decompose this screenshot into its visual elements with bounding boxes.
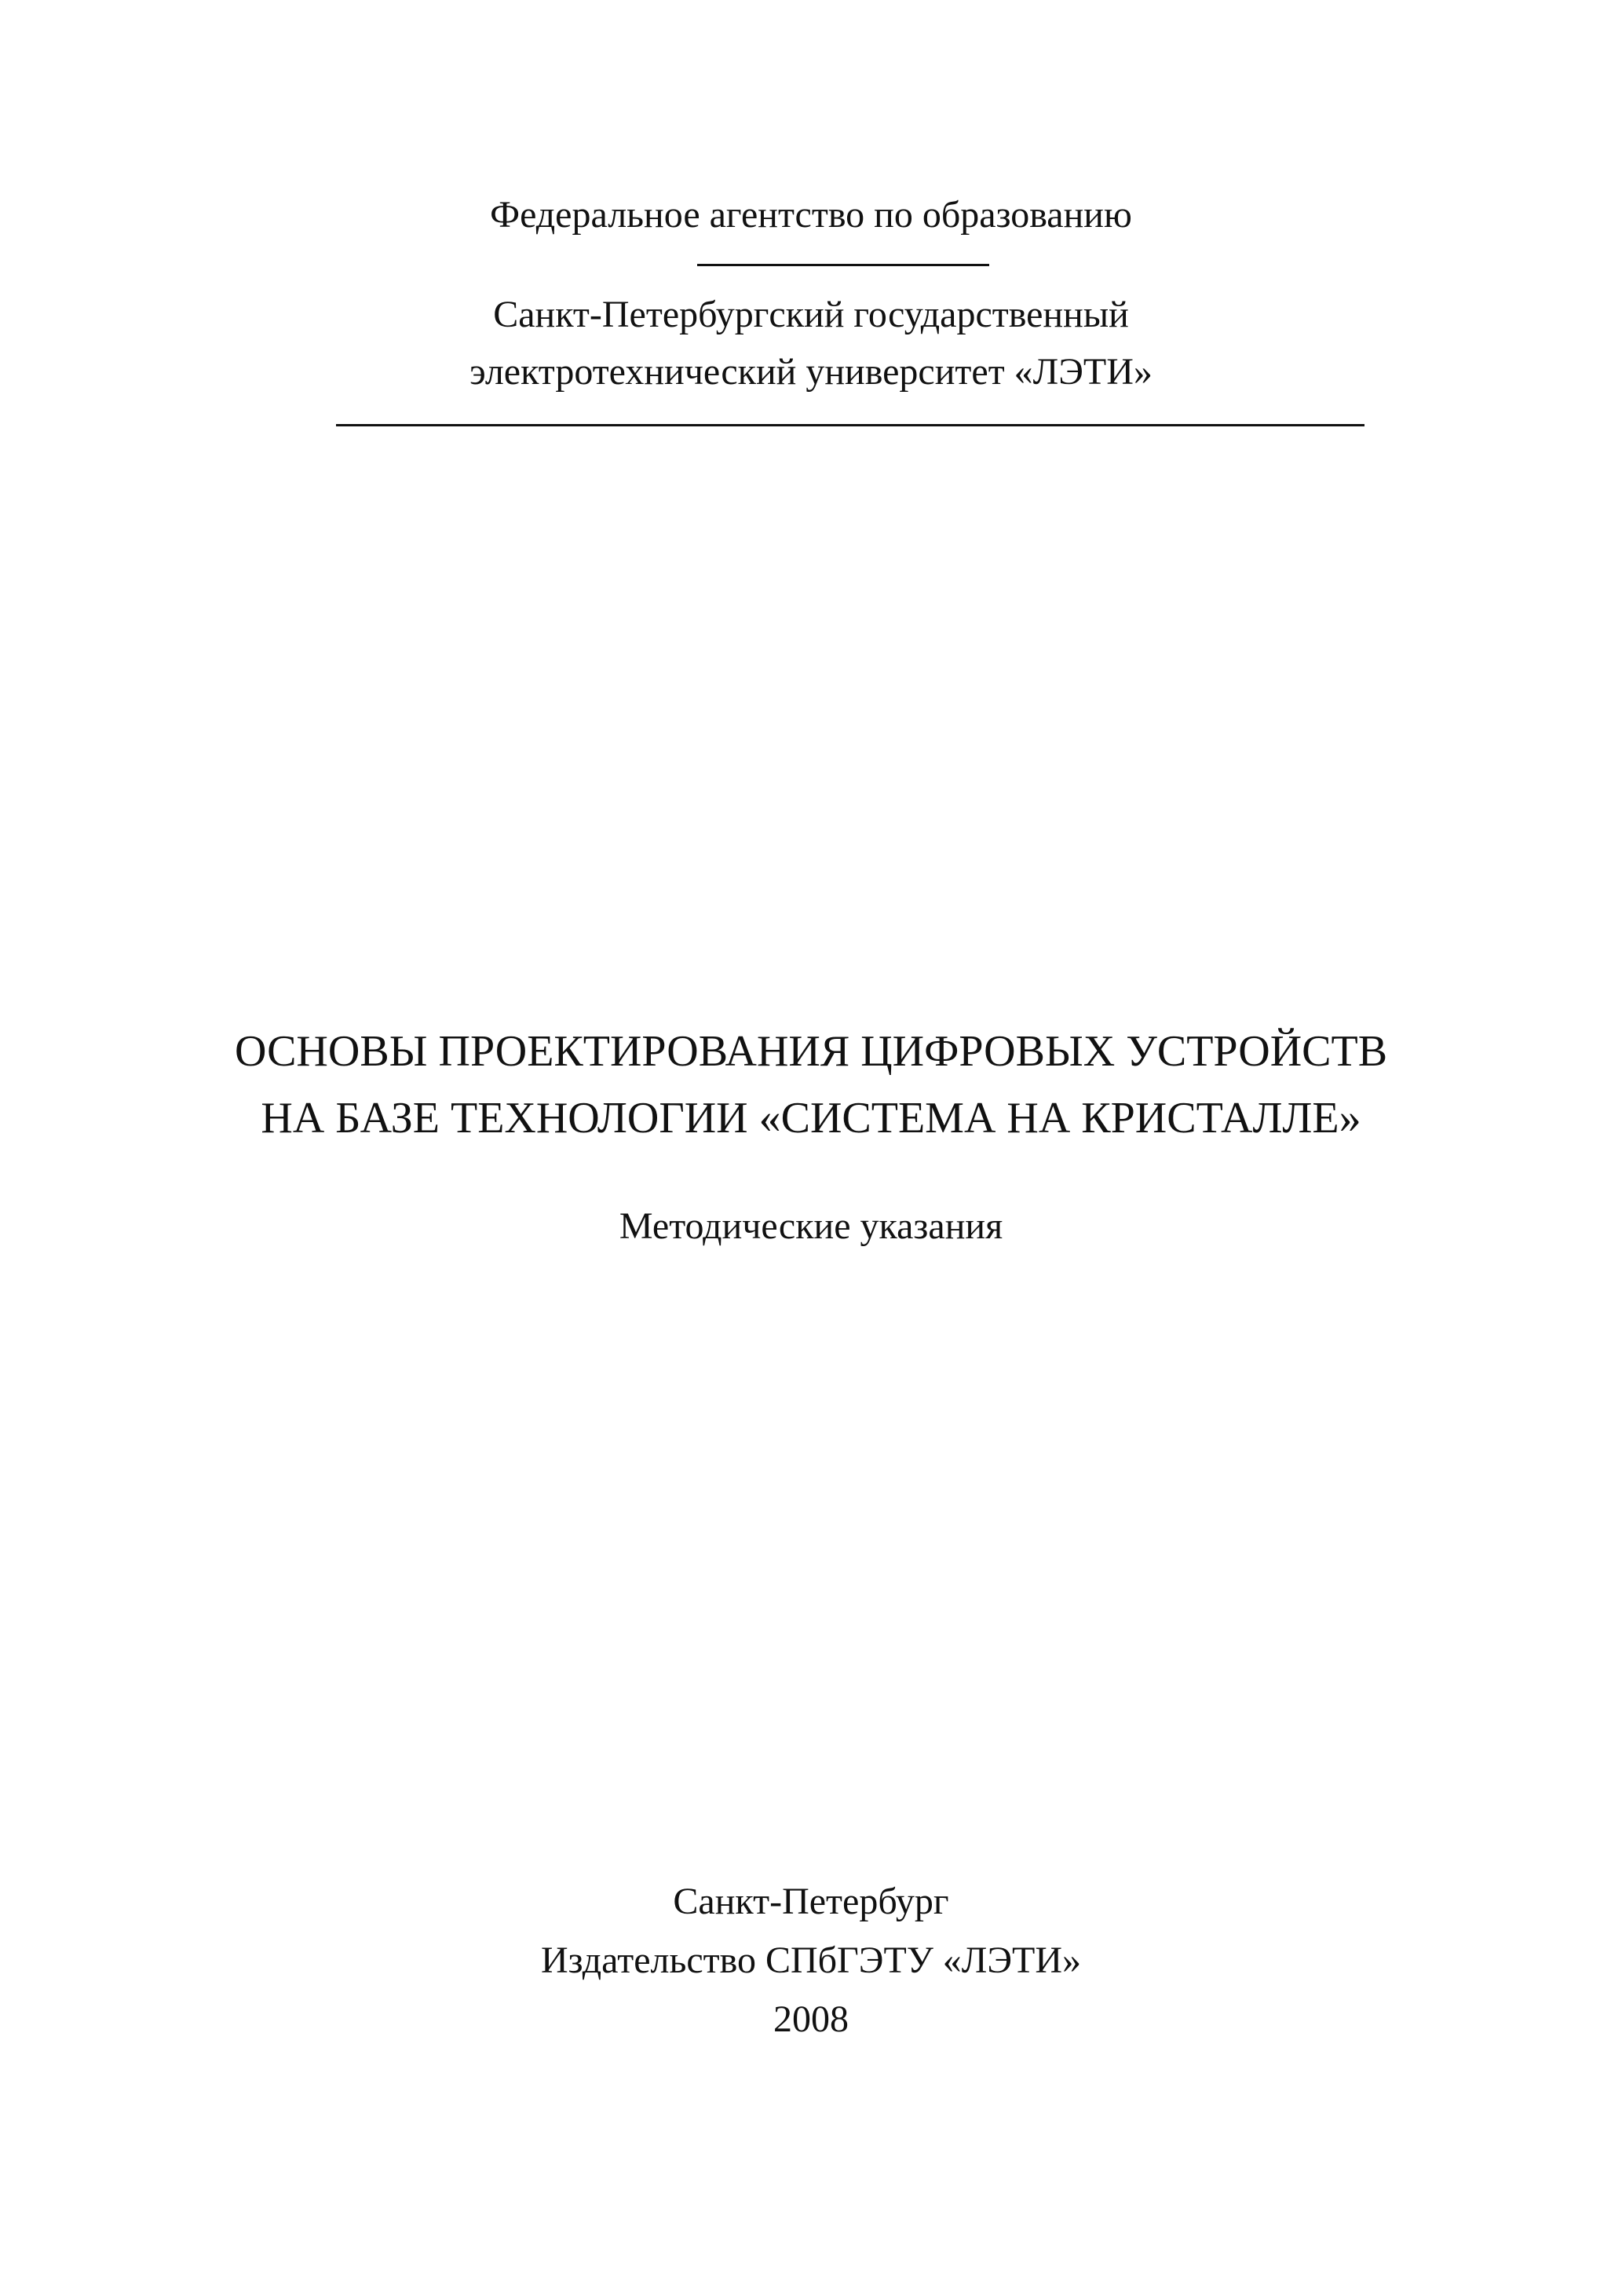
publication-year: 2008 xyxy=(773,1998,849,2040)
publication-city: Санкт-Петербург xyxy=(673,1881,949,1922)
document-title-line2: НА БАЗЕ ТЕХНОЛОГИИ «СИСТЕМА НА КРИСТАЛЛЕ» xyxy=(261,1094,1361,1143)
university-name-line2: электротехнический университет «ЛЭТИ» xyxy=(469,351,1153,393)
document-subtitle: Методические указания xyxy=(619,1205,1003,1247)
university-name-line1: Санкт-Петербургский государственный xyxy=(493,294,1129,335)
short-divider xyxy=(697,264,989,266)
agency-name: Федеральное агентство по образованию xyxy=(490,194,1132,236)
document-title-line1: ОСНОВЫ ПРОЕКТИРОВАНИЯ ЦИФРОВЫХ УСТРОЙСТВ xyxy=(234,1027,1388,1076)
long-divider xyxy=(336,424,1364,426)
publisher-name: Издательство СПбГЭТУ «ЛЭТИ» xyxy=(540,1940,1082,1981)
